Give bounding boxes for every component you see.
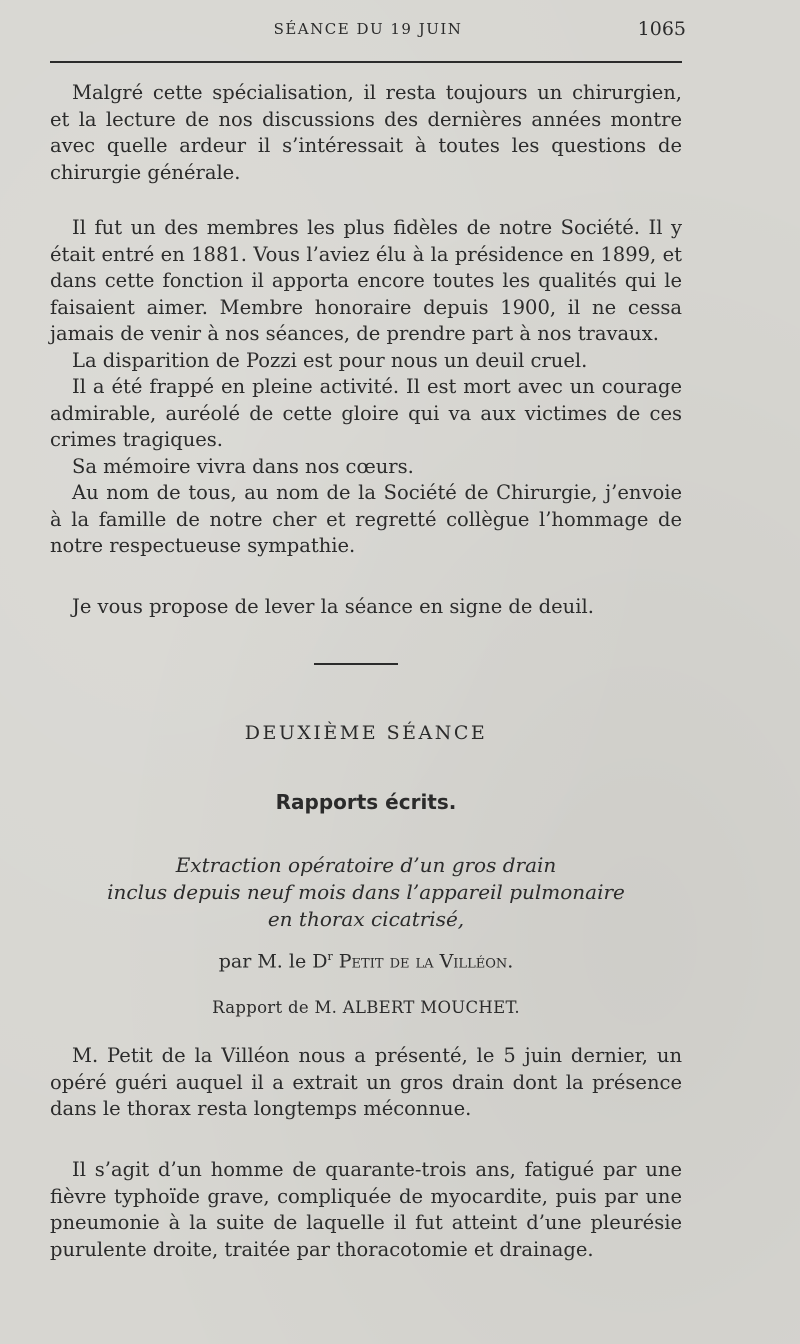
paragraph-specialisation-block bbox=[50, 80, 682, 186]
report-case-block bbox=[50, 1157, 682, 1263]
paragraph: Il fut un des membres les plus fidèles de notre Société. Il y était entré en 1881. Vous l’aviez élu à la présidence en 1899, et dans cette fonction il apporta encore toutes les qualités qui le faisaient aimer. Membre honoraire depuis 1900, il ne cessa jamais de venir à nos séances, de prendre part à nos travaux. bbox=[50, 216, 682, 345]
author-name: Petit de la Villéon. bbox=[332, 950, 514, 973]
article-title bbox=[50, 852, 682, 933]
article-title-line: Extraction opératoire d’un gros drain bbox=[175, 853, 557, 877]
article-title-line: en thorax cicatrisé, bbox=[267, 907, 465, 931]
author-line bbox=[50, 950, 682, 972]
paragraph: Je vous propose de lever la séance en signe de deuil. bbox=[72, 595, 594, 618]
page-number: 1065 bbox=[637, 18, 686, 40]
paragraph: Sa mémoire vivra dans nos cœurs. bbox=[72, 454, 414, 478]
running-title: SÉANCE DU 19 JUIN bbox=[273, 20, 463, 38]
running-head bbox=[50, 18, 686, 46]
author-prefix: par M. le D bbox=[218, 950, 328, 973]
report-line: Rapport de M. ALBERT MOUCHET. bbox=[212, 998, 520, 1017]
paragraph: La disparition de Pozzi est pour nous un deuil cruel. bbox=[72, 348, 588, 372]
section-title: Rapports écrits. bbox=[275, 790, 457, 814]
author-sup: r bbox=[327, 950, 333, 963]
paragraph: Il s’agit d’un homme de quarante-trois ans, fatigué par une fièvre typhoïde grave, compliquée de myocardite, puis par une pneumonie à la suite de laquelle il fut atteint d’une pleurésie purulente droite, traitée par thoracotomie et drainage. bbox=[50, 1158, 682, 1261]
section-divider bbox=[314, 663, 398, 665]
paragraph: Malgré cette spécialisation, il resta toujours un chirurgien, et la lecture de nos discussions des dernières années montre avec quelle ardeur il s’intéressait à toutes les questions de chirurgie générale. bbox=[50, 81, 682, 184]
seance-title: DEUXIÈME SÉANCE bbox=[244, 722, 488, 744]
closing-block bbox=[50, 594, 682, 621]
header-rule bbox=[50, 61, 682, 63]
article-title-line: inclus depuis neuf mois dans l’appareil pulmonaire bbox=[107, 880, 625, 904]
paragraph: Il a été frappé en pleine activité. Il est mort avec un courage admirable, auréolé de cette gloire qui va aux victimes de ces crimes tragiques. bbox=[50, 375, 682, 451]
paragraph: Au nom de tous, au nom de la Société de Chirurgie, j’envoie à la famille de notre cher et regretté collègue l’hommage de notre respectueuse sympathie. bbox=[50, 481, 682, 557]
report-intro-block bbox=[50, 1043, 682, 1123]
paragraph: M. Petit de la Villéon nous a présenté, le 5 juin dernier, un opéré guéri auquel il a extrait un gros drain dont la présence dans le thorax resta longtemps méconnue. bbox=[50, 1044, 682, 1120]
tribute-block bbox=[50, 215, 682, 560]
